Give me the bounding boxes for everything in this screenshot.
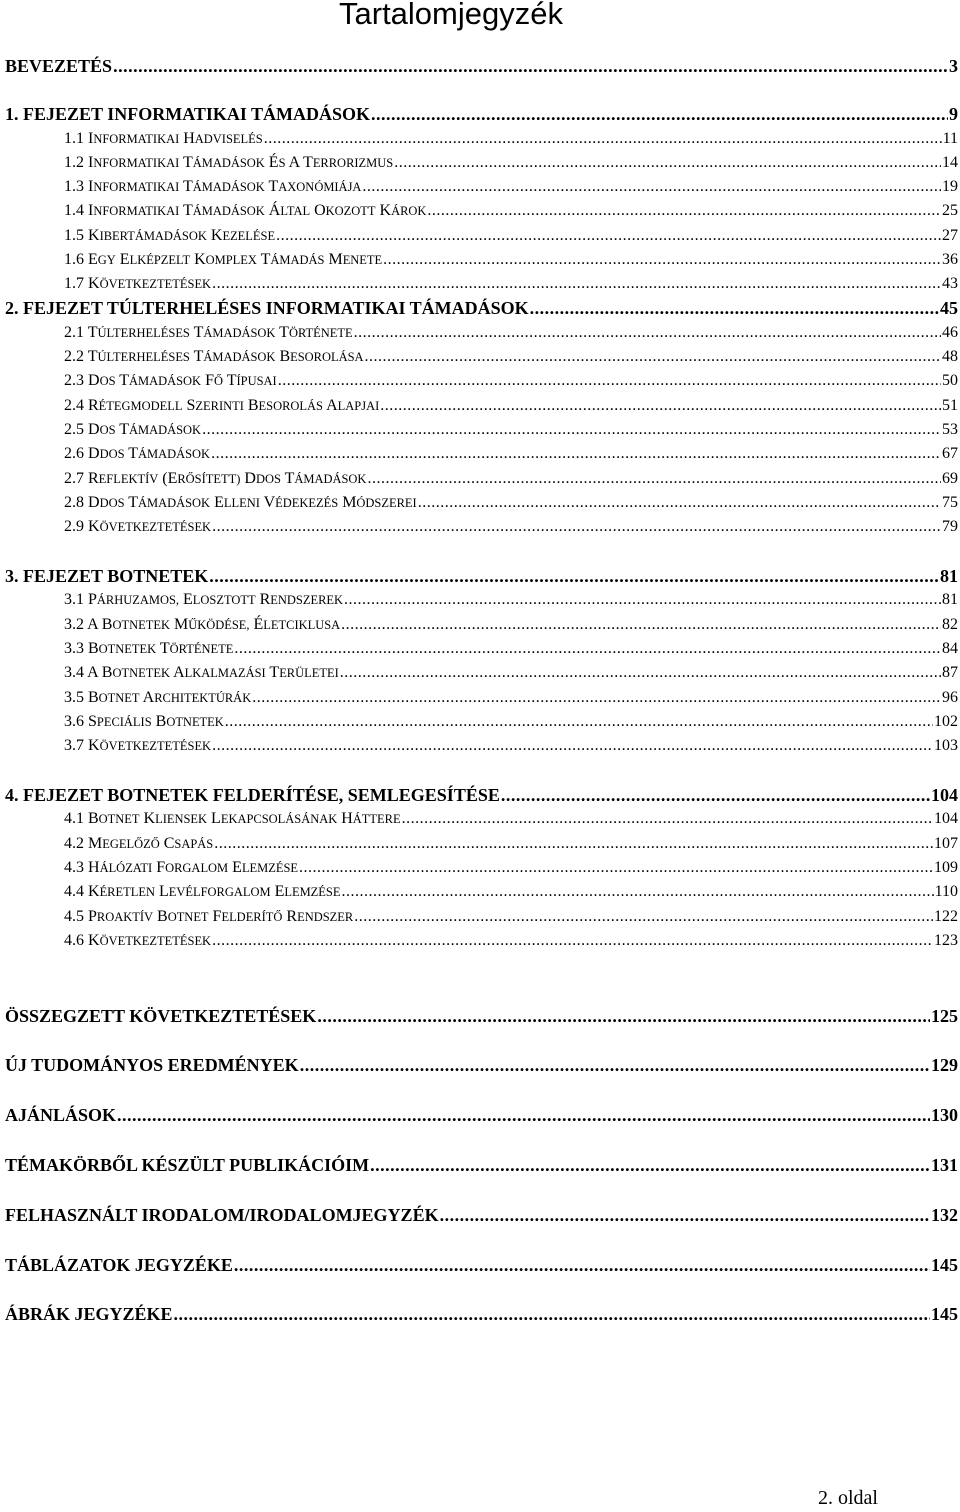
toc-entry[interactable] [64,588,958,612]
toc-entry[interactable] [64,248,958,272]
toc-entry-page: 45 [940,298,958,318]
toc-entry-page: 11 [942,130,958,147]
toc-entry[interactable] [64,856,958,880]
toc-entry-page: 107 [934,835,958,852]
toc-entry[interactable] [5,296,958,320]
toc-entry[interactable] [64,467,958,491]
toc-entry-label: BEVEZETÉS [5,56,113,76]
toc-entry[interactable] [64,418,958,442]
toc-entry-label: ÁBRÁK JEGYZÉKE [5,1304,173,1324]
toc-entry[interactable] [64,880,958,904]
toc-entry-label: 4.4 KÉRETLEN LEVÉLFORGALOM ELEMZÉSE [64,883,341,900]
dot-leader [365,345,941,369]
toc-entry-label: 4.3 HÁLÓZATI FORGALOM ELEMZÉSE [64,859,299,876]
dot-leader [340,661,941,685]
toc-entry-label: 2.6 DDOS TÁMADÁSOK [64,445,211,462]
toc-entry-label: 4.1 BOTNET KLIENSEK LEKAPCSOLÁSÁNAK HÁTTERE [64,810,401,827]
toc-entry-label: 1.7 KÖVETKEZTETÉSEK [64,275,212,292]
toc-entry-page: 50 [942,372,958,389]
dot-leader [202,418,941,442]
toc-entry-label: 4.2 MEGELŐZŐ CSAPÁS [64,835,214,852]
toc-entry-label: 3.1 PÁRHUZAMOS, ELOSZTOTT RENDSZEREK [64,591,344,608]
dot-leader [276,224,941,248]
toc-entry-label: 2.1 TÚLTERHELÉSES TÁMADÁSOK TÖRTÉNETE [64,324,353,341]
toc-entry-page: 145 [931,1304,958,1324]
toc-entry-page: 67 [942,445,958,462]
dot-leader [174,1302,930,1326]
dot-leader [427,199,941,223]
toc-entry-label: 2.5 DOS TÁMADÁSOK [64,421,202,438]
toc-entry-page: 75 [942,494,958,511]
dot-leader [264,127,942,151]
toc-entry-label: ÚJ TUDOMÁNYOS EREDMÉNYEK [5,1055,299,1075]
dot-leader [209,564,939,588]
dot-leader [354,905,933,929]
toc-entry-page: 3 [949,56,958,76]
dot-leader [367,467,941,491]
toc-entry-label: 4.6 KÖVETKEZTETÉSEK [64,932,212,949]
toc-entry[interactable] [64,127,958,151]
toc-entry[interactable] [64,199,958,223]
toc-entry[interactable] [5,1302,958,1326]
toc-entry[interactable] [64,491,958,515]
toc-entry[interactable] [64,929,958,953]
toc-entry[interactable] [64,613,958,637]
dot-leader [212,272,941,296]
toc-entry-label: 3.7 KÖVETKEZTETÉSEK [64,737,212,754]
dot-leader [344,588,941,612]
dot-leader [530,296,939,320]
toc-entry-label: 1. FEJEZET INFORMATIKAI TÁMADÁSOK [5,104,371,124]
toc-entry-page: 130 [931,1105,958,1125]
toc-entry-page: 84 [942,640,958,657]
toc-entry-page: 125 [931,1006,958,1026]
toc-entry-label: 3.6 SPECIÁLIS BOTNETEK [64,713,224,730]
toc-entry-label: 1.1 INFORMATIKAI HADVISELÉS [64,130,263,147]
page-number: 2. oldal [818,1487,878,1509]
toc-entry[interactable] [64,442,958,466]
toc-entry-page: 25 [942,202,958,219]
toc-entry-page: 82 [942,616,958,633]
toc-entry[interactable] [64,807,958,831]
toc-entry-page: 87 [942,664,958,681]
dot-leader [212,734,933,758]
toc-entry[interactable] [64,272,958,296]
toc-entry-page: 81 [942,591,958,608]
toc-entry-page: 14 [942,154,958,171]
dot-leader [113,54,948,78]
dot-leader [501,783,930,807]
dot-leader [212,929,933,953]
toc-entry[interactable] [64,321,958,345]
dot-leader [225,710,933,734]
toc-entry-label: 3.3 BOTNETEK TÖRTÉNETE [64,640,234,657]
toc-entry-page: 104 [931,785,958,805]
toc-entry[interactable] [64,686,958,710]
toc-entry-label: TÉMAKÖRBŐL KÉSZÜLT PUBLIKÁCIÓIM [5,1155,370,1175]
dot-leader [394,151,941,175]
toc-entry[interactable] [64,905,958,929]
toc-entry-page: 27 [942,227,958,244]
dot-leader [402,807,933,831]
dot-leader [354,321,941,345]
dot-leader [211,442,941,466]
dot-leader [117,1103,930,1127]
toc-entry[interactable] [64,345,958,369]
toc-entry-page: 110 [934,883,958,900]
toc-entry[interactable] [5,1053,958,1077]
toc-entry-label: 4.5 PROAKTÍV BOTNET FELDERÍTŐ RENDSZER [64,908,354,925]
toc-entry-label: 3.5 BOTNET ARCHITEKTÚRÁK [64,689,252,706]
toc-entry[interactable] [5,564,958,588]
toc-entry[interactable] [64,832,958,856]
toc-entry[interactable] [64,710,958,734]
toc-entry[interactable] [64,175,958,199]
page-title: Tartalomjegyzék [339,0,563,31]
toc-entry[interactable] [5,1153,958,1177]
toc-entry[interactable] [64,151,958,175]
toc-entry-label: 4. FEJEZET BOTNETEK FELDERÍTÉSE, SEMLEGESÍTÉSE [5,785,500,805]
toc-entry-page: 122 [934,908,958,925]
dot-leader [252,686,941,710]
toc-entry-label: FELHASZNÁLT IRODALOM/IRODALOMJEGYZÉK [5,1205,439,1225]
dot-leader [371,102,948,126]
dot-leader [418,491,941,515]
toc-entry[interactable] [64,661,958,685]
toc-entry-page: 9 [949,104,958,124]
toc-entry-label: 2.8 DDOS TÁMADÁSOK ELLENI VÉDEKEZÉS MÓDSZEREI [64,494,417,511]
toc-entry-label: 1.6 EGY ELKÉPZELT KOMPLEX TÁMADÁS MENETE [64,251,383,268]
toc-entry-page: 123 [934,932,958,949]
dot-leader [300,1053,930,1077]
toc-entry[interactable] [5,1103,958,1127]
toc-entry[interactable] [5,54,958,78]
dot-leader [383,248,941,272]
toc-entry[interactable] [5,1203,958,1227]
toc-entry-page: 145 [931,1255,958,1275]
toc-entry-page: 129 [931,1055,958,1075]
toc-entry-label: 2.3 DOS TÁMADÁSOK FŐ TÍPUSAI [64,372,277,389]
toc-entry-page: 36 [942,251,958,268]
toc-entry-page: 96 [942,689,958,706]
toc-entry[interactable] [64,369,958,393]
toc-entry-label: 2. FEJEZET TÚLTERHELÉSES INFORMATIKAI TÁMADÁSOK [5,298,529,318]
toc-entry-label: 2.7 REFLEKTÍV (ERŐSÍTETT) DDOS TÁMADÁSOK [64,470,367,487]
toc-entry-label: 3. FEJEZET BOTNETEK [5,566,209,586]
dot-leader [212,515,941,539]
toc-entry[interactable] [5,1253,958,1277]
toc-entry[interactable] [64,637,958,661]
toc-entry-page: 103 [934,737,958,754]
toc-entry-label: AJÁNLÁSOK [5,1105,117,1125]
toc-entry-label: 2.4 RÉTEGMODELL SZERINTI BESOROLÁS ALAPJAI [64,397,380,414]
toc-entry-label: TÁBLÁZATOK JEGYZÉKE [5,1255,233,1275]
dot-leader [214,832,933,856]
toc-entry[interactable] [64,224,958,248]
toc-entry-label: 1.5 KIBERTÁMADÁSOK KEZELÉSE [64,227,276,244]
toc-entry-page: 43 [942,275,958,292]
toc-entry-page: 102 [934,713,958,730]
dot-leader [362,175,941,199]
dot-leader [234,637,941,661]
dot-leader [440,1203,930,1227]
dot-leader [278,369,941,393]
toc-entry-label: 3.4 A BOTNETEK ALKALMAZÁSI TERÜLETEI [64,664,339,681]
toc-entry-page: 109 [934,859,958,876]
toc-entry-page: 19 [942,178,958,195]
toc-entry[interactable] [64,515,958,539]
dot-leader [234,1253,930,1277]
toc-entry[interactable] [5,1004,958,1028]
dot-leader [380,394,941,418]
toc-entry-page: 131 [931,1155,958,1175]
toc-entry-page: 48 [942,348,958,365]
dot-leader [299,856,933,880]
toc-entry[interactable] [5,783,958,807]
dot-leader [370,1153,930,1177]
toc-entry-label: 2.2 TÚLTERHELÉSES TÁMADÁSOK BESOROLÁSA [64,348,364,365]
toc-entry-label: 1.4 INFORMATIKAI TÁMADÁSOK ÁLTAL OKOZOTT KÁROK [64,202,427,219]
toc-entry-page: 53 [942,421,958,438]
toc-entry-page: 104 [934,810,958,827]
toc-entry-page: 51 [942,397,958,414]
toc-entry-page: 46 [942,324,958,341]
toc-entry-page: 79 [942,518,958,535]
dot-leader [341,613,941,637]
toc-entry-label: 1.3 INFORMATIKAI TÁMADÁSOK TAXONÓMIÁJA [64,178,362,195]
toc-entry-page: 69 [942,470,958,487]
toc-entry-page: 132 [931,1205,958,1225]
toc-entry-label: 1.2 INFORMATIKAI TÁMADÁSOK ÉS A TERRORIZMUS [64,154,394,171]
toc-entry-page: 81 [940,566,958,586]
dot-leader [341,880,933,904]
toc-entry[interactable] [5,102,958,126]
dot-leader [317,1004,930,1028]
toc-entry[interactable] [64,734,958,758]
toc-entry-label: ÖSSZEGZETT KÖVETKEZTETÉSEK [5,1006,317,1026]
toc-entry-label: 2.9 KÖVETKEZTETÉSEK [64,518,212,535]
toc-entry-label: 3.2 A BOTNETEK MŰKÖDÉSE, ÉLETCIKLUSA [64,616,341,633]
toc-entry[interactable] [64,394,958,418]
